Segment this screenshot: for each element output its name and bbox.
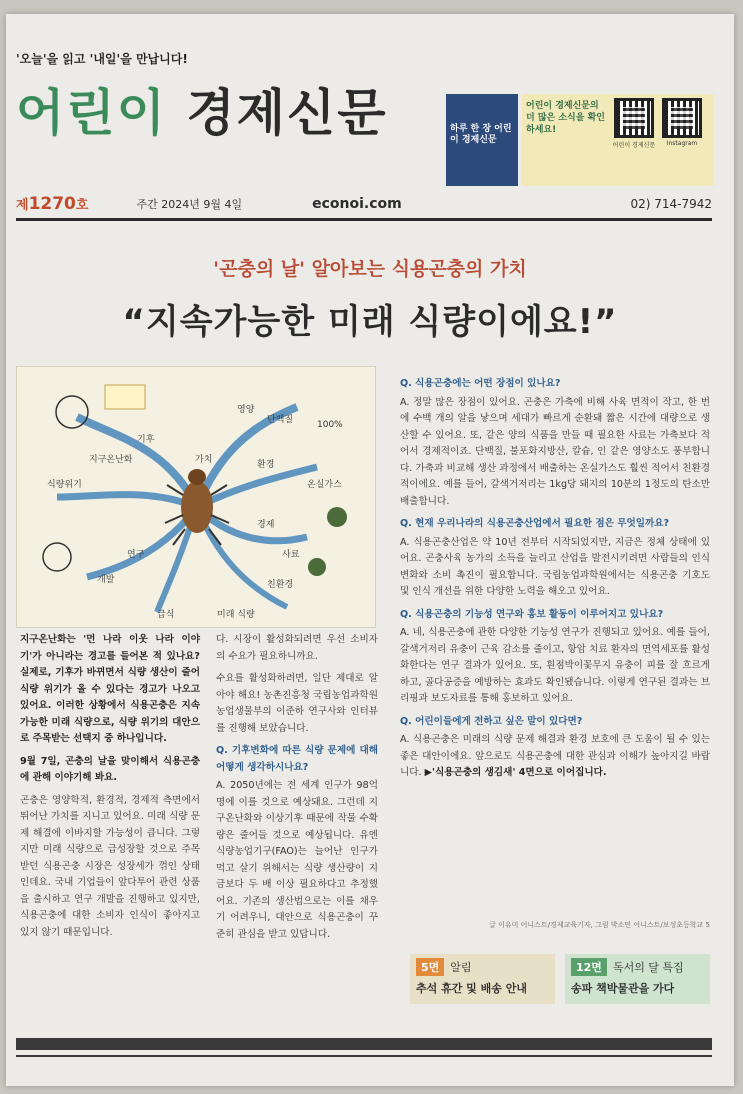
article-column-2: [216, 632, 378, 949]
continue-link[interactable]: ▶'식용곤충의 생김새' 4면으로 이어집니다.: [424, 767, 607, 778]
answer-2: A. 식용곤충산업은 약 10년 전부터 시작되었지만, 지금은 정체 상태에 있어요. 곤충사육 농가의 소득을 늘리고 산업을 발전시키려면 사람들의 인식 변화와 소비 촉진이 필요합니다. 국립농업과학원에서는 식용곤충 기호도 및 인식 개선을 위한 다양한 노력을 해오고 있어요.: [400, 536, 710, 597]
answer-3: A. 네, 식용곤충에 관한 다양한 기능성 연구가 진행되고 있어요. 예를 들어, 갈색거저리 유충이 근육 감소를 줄이고, 항암 치료 환자의 면역세포를 활성화한다는 연구 결과가 있어요. 또, 흰점박이꽃무지 유충이 피를 잘 흐르게 하고, 골다공증을 예방하는 효과도 확인됐습니다. 이렇게 연구된 결과는 브리핑과 보도자료를 통해 홍보하고 있어요.: [400, 627, 710, 704]
article-lead: 지구온난화는 '먼 나라 이웃 나라 이야기'가 아니라는 경고를 들어본 적 있나요? 실제로, 기후가 바뀌면서 식량 생산이 줄어 식량 위기가 올 수 있다는 경고가 나오고 있어요. 이러한 상황에서 식용곤충은 지속가능한 미래 식량으로, 식량 위기의 대안으로 주목받는 선택지 중 하나입니다.: [20, 634, 200, 744]
article-body-a: 곤충은 영양학적, 환경적, 경제적 측면에서 뛰어난 가치를 지니고 있어요. 미래 식량 문제 해결에 이바지할 가능성이 큽니다. 그렇지만 미래 식량으로 급성장할 것으로 주목받던 식용곤충 시장은 성장세가 꺾인 상태인데요. 국내 기업들이 앞다투어 관련 상품을 출시하고 연구 개발을 진행하고 있지만, 식용곤충에 대한 소비자 인식이 좋아지고 있지 않기 때문입니다.: [20, 794, 200, 938]
mindmap-label: 지구온난화: [89, 455, 133, 465]
mindmap-label: 환경: [257, 460, 275, 470]
article-body-b: 다. 시장이 활성화되려면 우선 소비자의 수요가 필요하니까요.: [216, 634, 378, 662]
box-title: 추석 휴간 및 배송 안내: [416, 982, 527, 995]
phone-number: 02) 714-7942: [630, 197, 712, 211]
mindmap-svg: [17, 367, 377, 629]
mindmap-label: 100%: [317, 420, 343, 430]
mindmap-label: 급식: [157, 610, 175, 620]
feature-box[interactable]: [565, 954, 710, 1004]
footer-bar: [16, 1038, 712, 1050]
mindmap-label: 경제: [257, 520, 275, 530]
article-body-c: 수요를 활성화하려면, 일단 제대로 알아야 해요! 농촌진흥청 국립농업과학원 농업생물부의 이준하 연구사와 인터뷰를 진행해 보았습니다.: [216, 673, 378, 734]
box-title: 송파 책박물관을 가다: [571, 982, 675, 995]
question-3: Q. 식용곤충의 기능성 연구와 홍보 활동이 이루어지고 있나요?: [400, 608, 664, 620]
promo-banner[interactable]: [446, 94, 714, 186]
tagline: '오늘'을 읽고 '내일'을 만납니다!: [16, 52, 188, 66]
info-bar: [16, 192, 712, 216]
answer-4-text: A. 식용곤충은 미래의 식량 문제 해결과 환경 보호에 큰 도움이 될 수 있는 좋은 대안이에요. 앞으로도 식용곤충에 대한 관심과 이해가 높아지길 바랍니다.: [400, 734, 710, 778]
article-column-1: [20, 632, 200, 947]
issue-number: [16, 194, 88, 214]
masthead: [16, 84, 388, 142]
answer-4: [400, 732, 710, 782]
promo-book-cover: 하루 한 장 어린이 경제신문: [446, 94, 518, 186]
qr-label: Instagram: [666, 140, 698, 147]
website-link[interactable]: econoi.com: [312, 196, 402, 212]
promo-side: [522, 94, 714, 186]
qr-label: 어린이 경제신문: [612, 142, 656, 149]
mindmap-label: 가치: [195, 455, 213, 465]
mindmap-label: 영양: [237, 405, 255, 415]
qr-code-icon: [614, 98, 654, 138]
issue-suffix: 호: [75, 198, 89, 213]
mindmap-label: 식량위기: [47, 480, 82, 490]
article-intro: 9월 7일, 곤충의 날을 맞이해서 식용곤충에 관해 이야기해 봐요.: [20, 755, 200, 783]
page-tag: 5면: [416, 958, 444, 976]
issue-num: 1270: [28, 194, 76, 214]
mindmap-label: 개발: [97, 575, 115, 585]
issue-date: 주간 2024년 9월 4일: [136, 198, 243, 211]
mindmap-illustration: [16, 366, 376, 628]
newspaper-page: [6, 14, 734, 1086]
promo-text: 어린이 경제신문의 더 많은 소식을 확인하세요!: [526, 101, 605, 136]
mindmap-label: 미래 식량: [217, 610, 255, 620]
mindmap-label: 단백질: [267, 415, 294, 425]
notice-box[interactable]: [410, 954, 555, 1004]
mindmap-label: 기후: [137, 435, 155, 445]
byline: 글 이유미 어니스트/경제교육기자, 그림 박소민 어니스트/보성초등학교 5: [489, 921, 710, 929]
page-tag: 12면: [571, 958, 607, 976]
article-headline: “지속가능한 미래 식량이에요!”: [122, 302, 618, 342]
next-pages: [410, 954, 710, 1004]
answer-1: A. 정말 많은 장점이 있어요. 곤충은 가축에 비해 사육 면적이 작고, 한 번에 수백 개의 알을 낳으며 세대가 빠르게 순환돼 짧은 시간에 대량으로 생산할 수 있어요. 또, 같은 양의 식품을 만들 때 필요한 사료는 가축보다 적어서 경제적이죠. 단백질, 불포화지방산, 칼슘, 인 같은 영양소도 풍부합니다. 가축과 비교해 생산 과정에서 배출하는 온실가스도 훨씬 적어서 친환경적이에요. 예를 들어, 갈색거저리는 1kg당 돼지의 10분의 1정도의 탄소만 배출합니다.: [400, 396, 710, 507]
article-subhead: '곤충의 날' 알아보는 식용곤충의 가치: [213, 258, 527, 280]
qr-website[interactable]: [612, 98, 656, 182]
box-category: 알림: [450, 961, 472, 974]
article-column-3: [400, 372, 710, 788]
mindmap-label: 사료: [282, 550, 300, 560]
masthead-green: 어린이: [16, 84, 167, 142]
mindmap-label: 연구: [127, 550, 145, 560]
answer-0: A. 2050년에는 전 세계 인구가 98억 명에 이를 것으로 예상돼요. 그런데 지구온난화와 이상기후 때문에 작물 수확량은 줄어들 것으로 예상됩니다. 유엔식량농업기구(FAO)는 늘어난 인구가 먹고 살기 위해서는 식량 생산량이 지금보다 두 배 이상 필요하다고 추정했어요. 기존의 생산법으로는 이를 채우기 어려우니, 대안으로 식용곤충이 꾸준히 관심을 받고 있답니다.: [216, 780, 378, 940]
issue-prefix: 제: [16, 198, 29, 213]
footer-line: [16, 1055, 712, 1057]
question-2: Q. 현재 우리나라의 식용곤충산업에서 필요한 점은 무엇일까요?: [400, 518, 670, 529]
qr-code-icon: [662, 98, 702, 138]
question-0: Q. 기후변화에 따른 식량 문제에 대해 어떻게 생각하시나요?: [216, 745, 378, 773]
header-divider: [16, 218, 712, 221]
masthead-dark: 경제신문: [186, 84, 388, 142]
mindmap-label: 온실가스: [307, 480, 342, 490]
question-4: Q. 어린이들에게 전하고 싶은 말이 있다면?: [400, 715, 583, 727]
question-1: Q. 식용곤충에는 어떤 장점이 있나요?: [400, 378, 561, 389]
box-category: 독서의 달 특집: [612, 961, 684, 974]
qr-instagram[interactable]: [660, 98, 704, 182]
mindmap-label: 친환경: [267, 580, 294, 590]
